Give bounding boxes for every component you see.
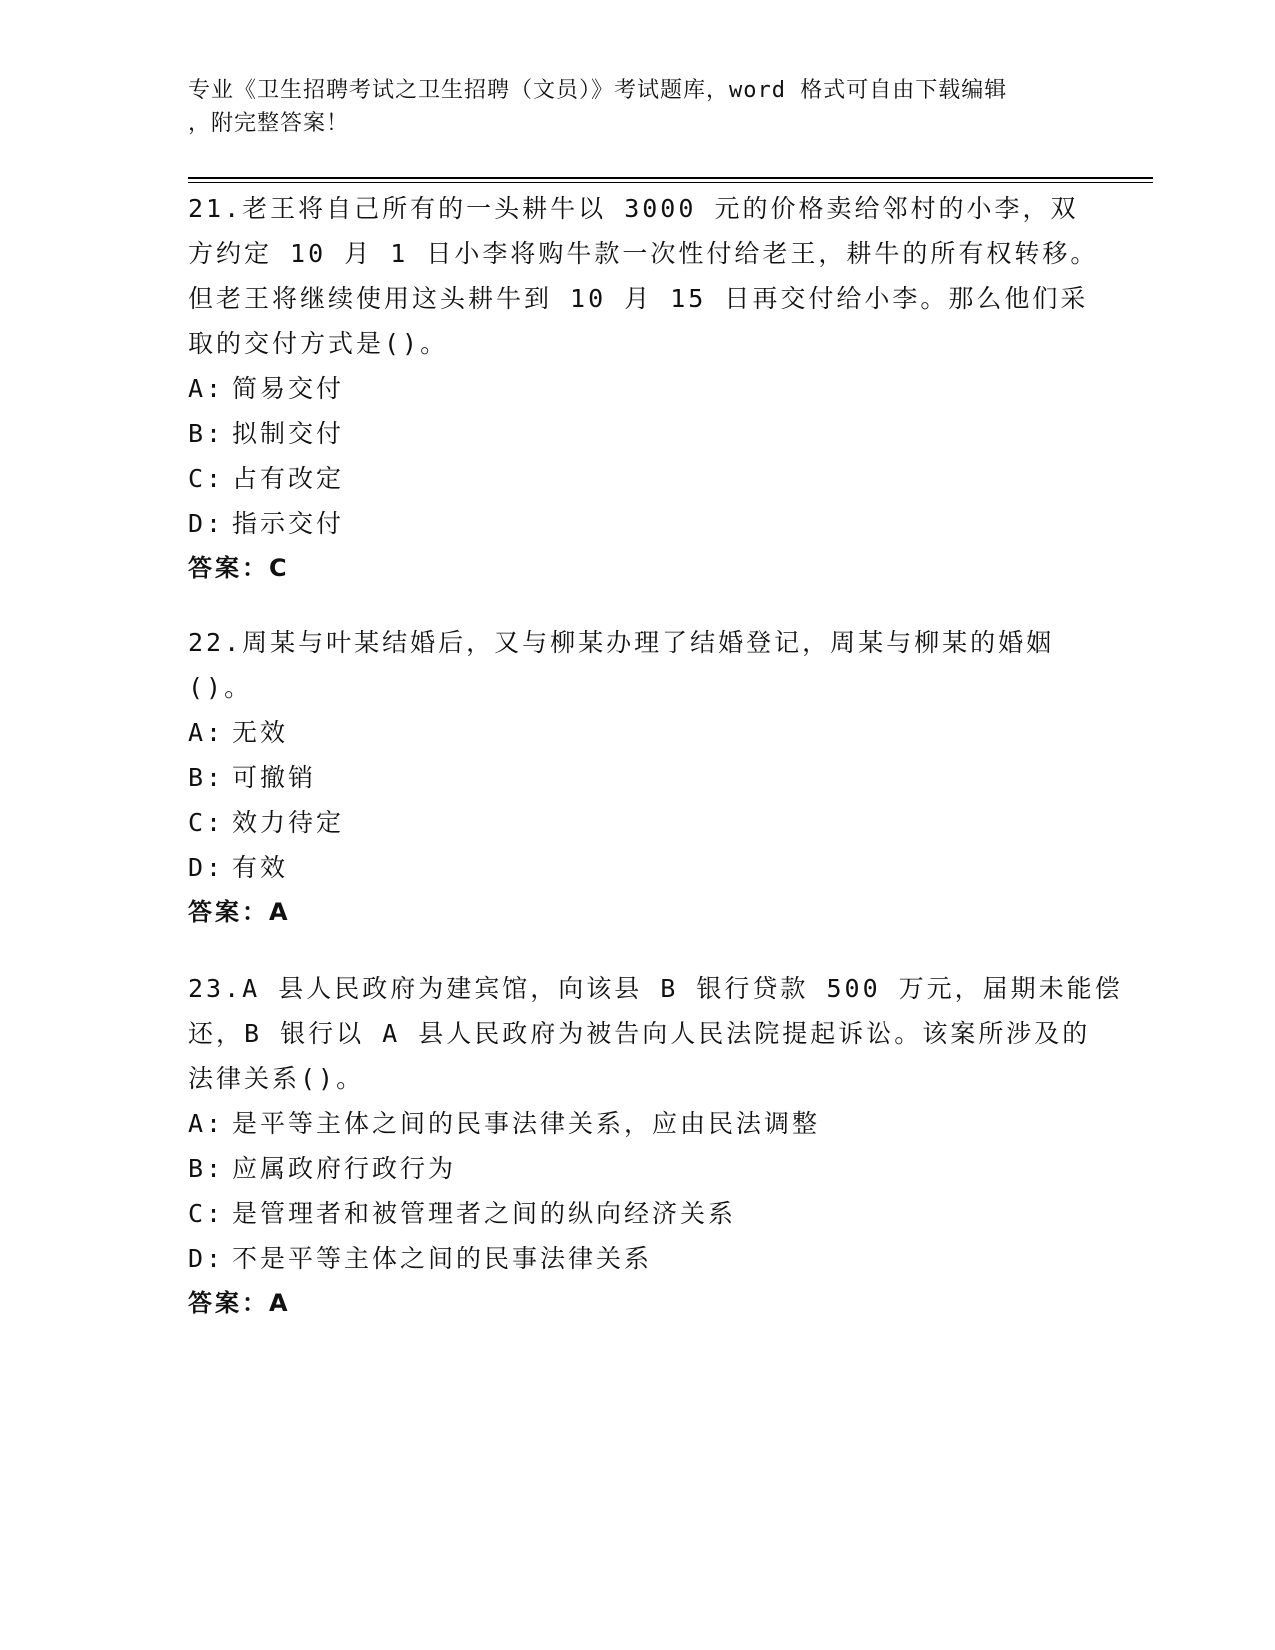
option-a [188, 366, 1088, 411]
question-23 [188, 966, 1123, 1326]
option-a [188, 710, 1088, 755]
option-letter: A: [188, 1109, 225, 1138]
question-stem-line: 23.A 县人民政府为建宾馆，向该县 B 银行贷款 500 万元，届期未能偿 [188, 974, 1123, 1003]
option-letter: C: [188, 1199, 225, 1228]
option-text: 不是平等主体之间的民事法律关系 [232, 1244, 653, 1273]
option-letter: B: [188, 1154, 225, 1183]
option-letter: C: [188, 464, 225, 493]
option-letter: A: [188, 374, 225, 403]
option-letter: D: [188, 509, 225, 538]
option-letter: B: [188, 763, 225, 792]
question-stem-line: 还，B 银行以 A 县人民政府为被告向人民法院提起诉讼。该案所涉及的 [188, 1019, 1091, 1048]
answer-line: 答案：A [188, 898, 291, 926]
option-text: 有效 [232, 853, 289, 882]
document-header [188, 74, 1068, 140]
option-text: 可撤销 [232, 763, 317, 792]
option-text: 简易交付 [232, 374, 345, 403]
option-a [188, 1101, 1088, 1146]
option-c [188, 1191, 1088, 1236]
question-22 [188, 620, 1088, 935]
option-b [188, 411, 1088, 456]
question-stem-line: 取的交付方式是()。 [188, 329, 449, 358]
header-divider-thick [188, 177, 1153, 179]
option-d [188, 845, 1088, 890]
option-b [188, 1146, 1088, 1191]
header-line-1: 专业《卫生招聘考试之卫生招聘（文员）》考试题库，word 格式可自由下载编辑 [188, 78, 1008, 103]
option-letter: D: [188, 853, 225, 882]
question-stem-line: ()。 [188, 673, 253, 702]
option-letter: C: [188, 808, 225, 837]
option-letter: D: [188, 1244, 225, 1273]
question-stem-line: 但老王将继续使用这头耕牛到 10 月 15 日再交付给小李。那么他们采 [188, 284, 1089, 313]
answer-line: 答案：C [188, 554, 290, 582]
option-text: 效力待定 [232, 808, 345, 837]
option-text: 是平等主体之间的民事法律关系，应由民法调整 [232, 1109, 821, 1138]
question-stem-line: 法律关系()。 [188, 1064, 365, 1093]
option-d [188, 1236, 1088, 1281]
question-stem-line: 方约定 10 月 1 日小李将购牛款一次性付给老王，耕牛的所有权转移。 [188, 239, 1099, 268]
option-letter: B: [188, 419, 225, 448]
option-text: 是管理者和被管理者之间的纵向经济关系 [232, 1199, 737, 1228]
option-text: 占有改定 [232, 464, 345, 493]
answer-line: 答案：A [188, 1289, 291, 1317]
header-line-2: ，附完整答案！ [188, 111, 350, 136]
question-21 [188, 186, 1099, 591]
option-text: 拟制交付 [232, 419, 345, 448]
option-c [188, 456, 1088, 501]
option-text: 无效 [232, 718, 289, 747]
option-d [188, 501, 1088, 546]
option-text: 指示交付 [232, 509, 345, 538]
option-text: 应属政府行政行为 [232, 1154, 457, 1183]
option-c [188, 800, 1088, 845]
question-stem-line: 22.周某与叶某结婚后，又与柳某办理了结婚登记，周某与柳某的婚姻 [188, 628, 1055, 657]
option-letter: A: [188, 718, 225, 747]
header-divider-thin [188, 182, 1153, 183]
option-b [188, 755, 1088, 800]
question-stem-line: 21.老王将自己所有的一头耕牛以 3000 元的价格卖给邻村的小李，双 [188, 194, 1079, 223]
